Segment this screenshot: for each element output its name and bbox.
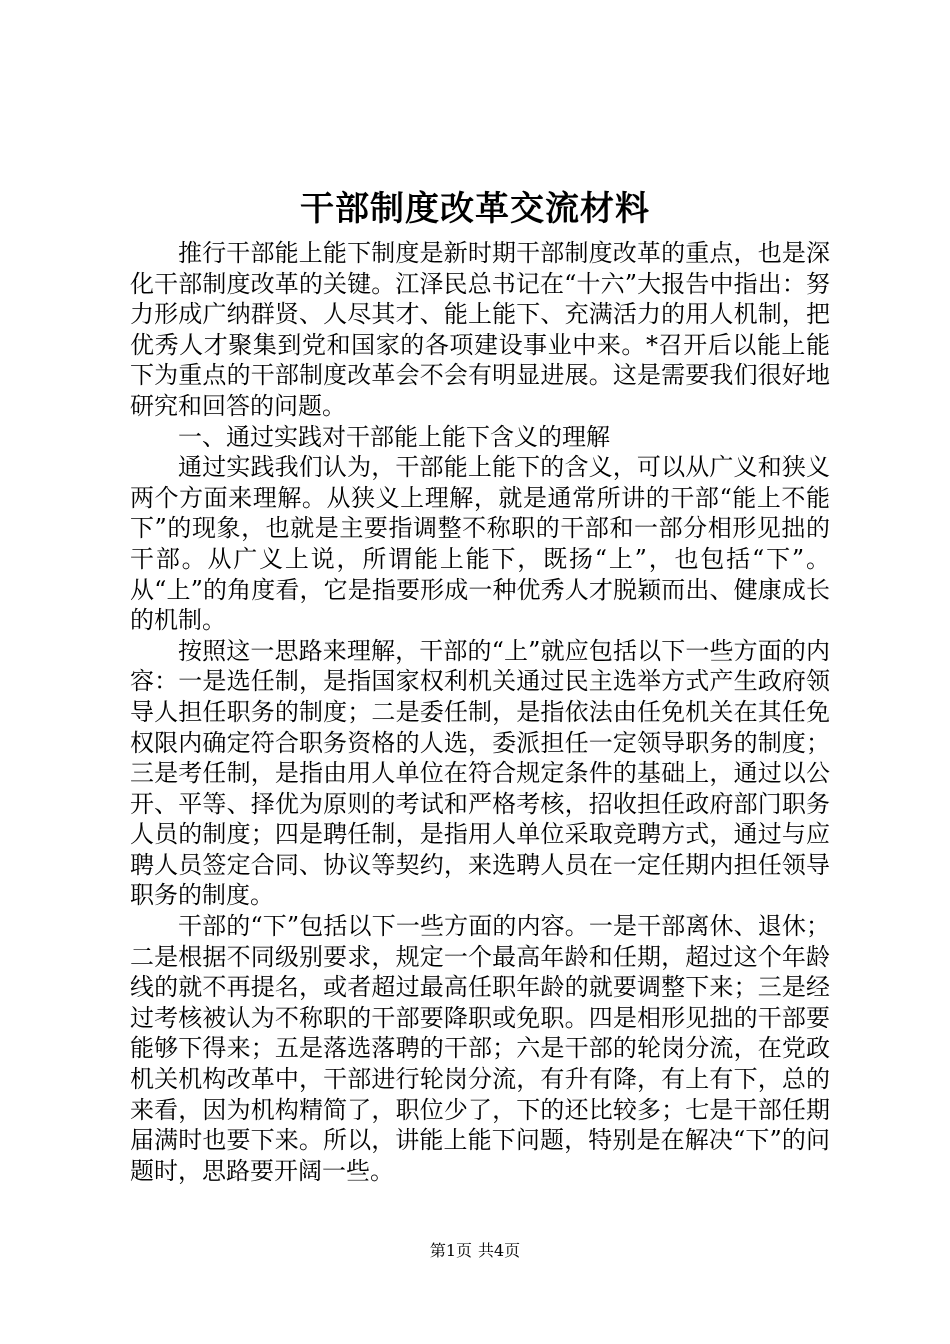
page-number: 第1页 xyxy=(429,1241,472,1260)
document-body xyxy=(130,238,830,1186)
page-total: 共4页 xyxy=(478,1241,521,1260)
section-heading: 一、通过实践对干部能上能下含义的理解 xyxy=(178,422,610,451)
paragraph-intro: 推行干部能上能下制度是新时期干部制度改革的重点，也是深化干部制度改革的关键。江泽民总书记在“十六”大报告中指出：努力形成广纳群贤、人尽其才、能上能下、充满活力的用人机制，把优秀人才聚集到党和国家的各项建设事业中来。*召开后以能上能下为重点的干部制度改革会不会有明显进展。这是需要我们很好地研究和回答的问题。 xyxy=(130,239,830,420)
page-footer xyxy=(0,1241,950,1261)
paragraph-up: 按照这一思路来理解，干部的“上”就应包括以下一些方面的内容：一是选任制，是指国家权利机关通过民主选举方式产生政府领导人担任职务的制度；二是委任制，是指依法由任免机关在其任免权限内确定符合职务资格的人选，委派担任一定领导职务的制度；三是考任制，是指由用人单位在符合规定条件的基础上，通过以公开、平等、择优为原则的考试和严格考核，招收担任政府部门职务人员的制度；四是聘任制，是指用人单位采取竞聘方式，通过与应聘人员签定合同、协议等契约，来选聘人员在一定任期内担任领导职务的制度。 xyxy=(130,636,830,910)
paragraph-down: 干部的“下”包括以下一些方面的内容。一是干部离休、退休；二是根据不同级别要求，规定一个最高年龄和任期，超过这个年龄线的就不再提名，或者超过最高任职年龄的就要调整下来；三是经过考核被认为不称职的干部要降职或免职。四是相形见拙的干部要能够下得来；五是落选落聘的干部；六是干部的轮岗分流，在党政机关机构改革中，干部进行轮岗分流，有升有降，有上有下，总的来看，因为机构精简了，职位少了，下的还比较多；七是干部任期届满时也要下来。所以，讲能上能下问题，特别是在解决“下”的问题时，思路要开阔一些。 xyxy=(130,912,830,1185)
document-title: 干部制度改革交流材料 xyxy=(300,189,650,229)
paragraph-meaning: 通过实践我们认为，干部能上能下的含义，可以从广义和狭义两个方面来理解。从狭义上理解，就是通常所讲的干部“能上不能下”的现象，也就是主要指调整不称职的干部和一部分相形见拙的干部。从广义上说，所谓能上能下，既扬“上”，也包括“下”。从“上”的角度看，它是指要形成一种优秀人才脱颖而出、健康成长的机制。 xyxy=(130,453,830,635)
